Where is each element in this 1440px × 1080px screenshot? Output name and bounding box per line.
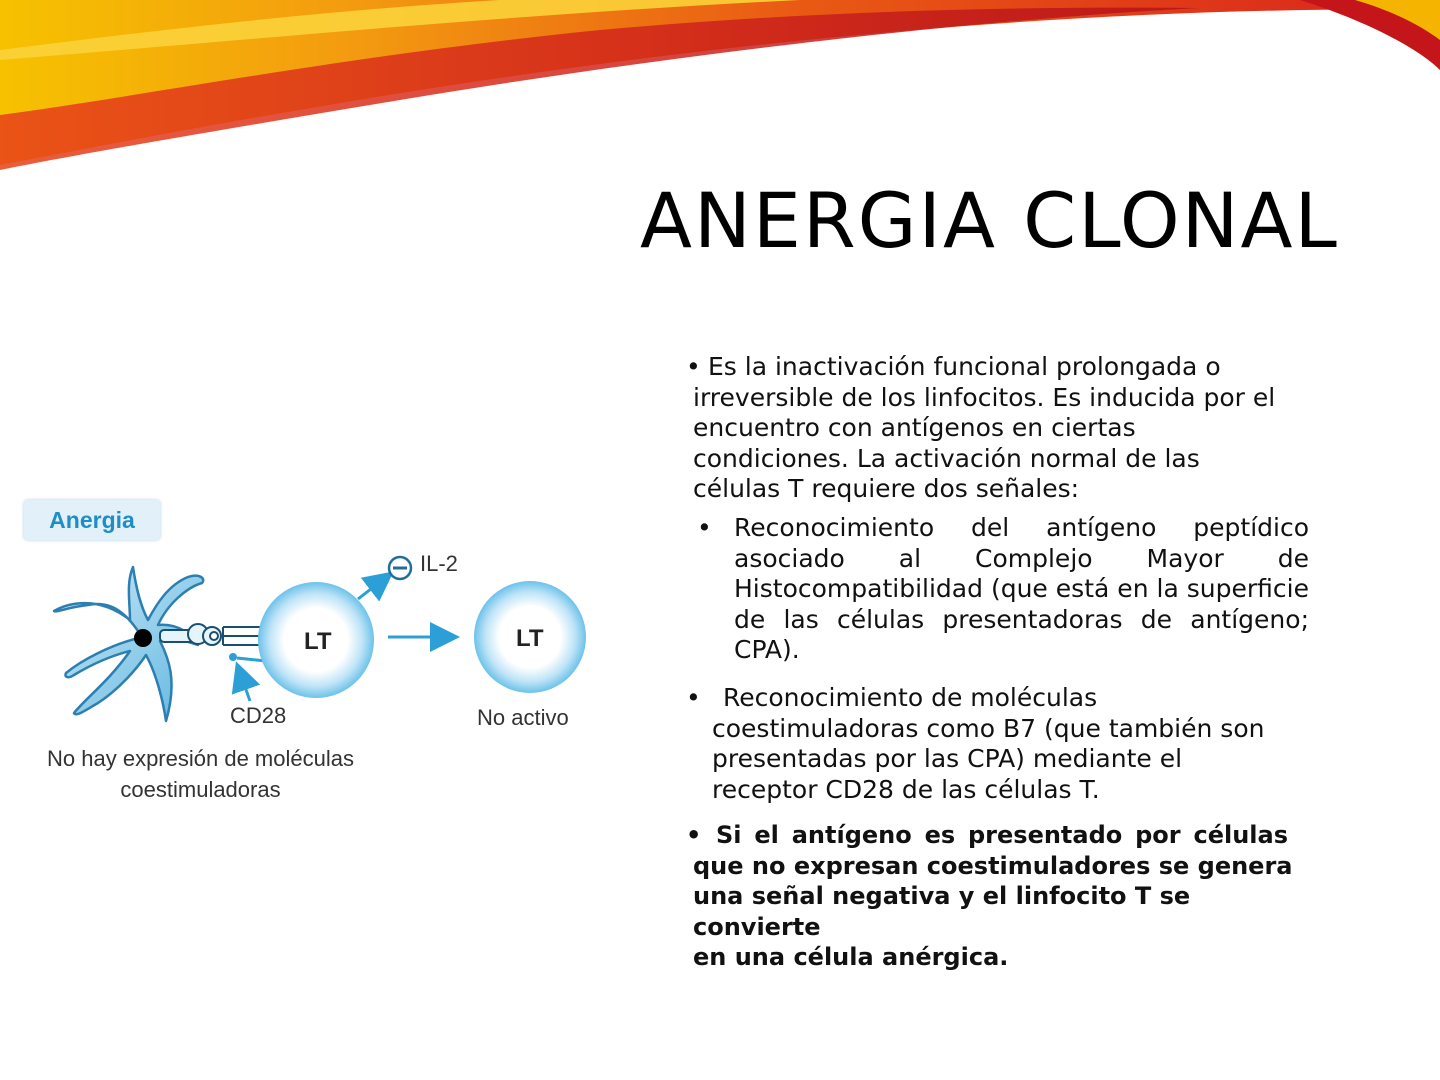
bullet-line: irreversible de los linfocitos. Es inducida por el — [693, 382, 1276, 412]
bullet-line: Es la inactivación funcional prolongada o — [708, 352, 1221, 381]
bullet-line: condiciones. La activación normal de las — [693, 443, 1200, 473]
caption-line-2: coestimuladoras — [120, 777, 281, 802]
decorative-banner — [0, 0, 1440, 180]
cd28-arrow — [238, 667, 250, 701]
anergy-diagram — [18, 495, 598, 735]
il2-arrow — [358, 575, 389, 599]
bullet-line: coestimuladoras como B7 (que también son — [712, 713, 1265, 743]
figure-label: Anergia — [49, 507, 135, 533]
anergy-figure — [18, 495, 598, 815]
caption-line-1: No hay expresión de moléculas — [47, 746, 354, 771]
bullet-signal-1 — [697, 513, 1309, 666]
bullet-marker: • — [697, 513, 712, 542]
cd28-label: CD28 — [230, 703, 287, 728]
il2-label: IL-2 — [420, 551, 458, 576]
bullet-line: Si el antígeno es presentado por células — [716, 821, 1288, 849]
bullet-line: en una célula anérgica. — [693, 943, 1009, 971]
minus-icon — [389, 557, 411, 579]
t-cell-2-label: LT — [516, 625, 544, 652]
bullet-line: presentadas por las CPA) mediante el — [712, 744, 1183, 773]
bullet-conclusion — [686, 820, 1318, 973]
figure-caption — [18, 743, 383, 805]
bullet-line: receptor CD28 de las células T. — [712, 774, 1100, 804]
slide-title: ANERGIA CLONAL — [640, 176, 1339, 265]
dendritic-cell — [54, 567, 203, 721]
bullet-definition — [686, 352, 1306, 505]
bullet-marker: • — [686, 352, 701, 381]
bullet-line: una señal negativa y el linfocito T se convierte — [693, 882, 1191, 941]
cd28-molecule — [229, 653, 237, 661]
bullet-text: Reconocimiento del antígeno peptídico asociado al Complejo Mayor de Histocompatibilidad (que está en la superficie de las células presentadoras de antígeno; CPA). — [734, 513, 1309, 664]
bullet-line: células T requiere dos señales: — [693, 474, 1080, 503]
t-cell-1-label: LT — [304, 628, 332, 655]
bullet-marker: • — [686, 821, 702, 849]
state-label: No activo — [477, 705, 569, 730]
bullet-marker: • — [686, 683, 701, 712]
bullet-line: que no expresan coestimuladores se genera — [693, 851, 1293, 880]
bullet-line: Reconocimiento de moléculas — [723, 683, 1098, 712]
bullet-signal-2 — [686, 683, 1306, 805]
bullet-line: encuentro con antígenos en ciertas — [693, 413, 1136, 442]
